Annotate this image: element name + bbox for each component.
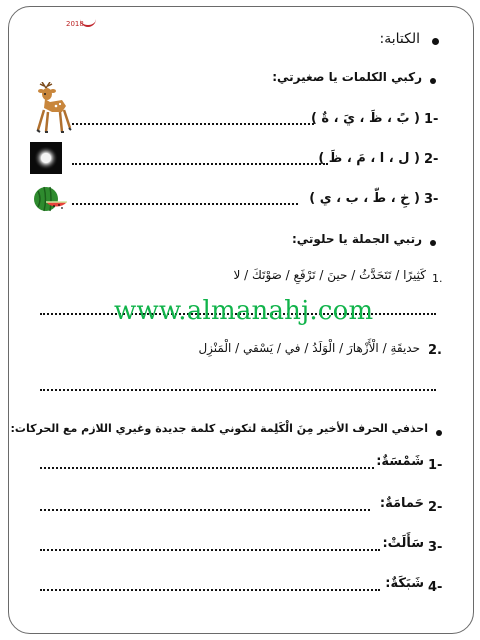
word1-number: 1- [428, 458, 443, 473]
row1-number: 1- [424, 112, 439, 127]
sentence2-number: 2. [428, 343, 442, 358]
row2-answer-line[interactable] [72, 162, 328, 165]
word2-answer-line[interactable] [40, 508, 370, 511]
word4-number: 4- [428, 580, 443, 595]
word3-text: سَأَلَتْ: [382, 536, 424, 551]
page-title: الكتابة: [379, 31, 420, 47]
section2-bullet-icon [430, 240, 436, 246]
row2-letters: ( ل ، ا ، مَ ، ظَ ) [318, 151, 420, 166]
row3-number: 3- [424, 192, 439, 207]
word2-number: 2- [428, 500, 443, 515]
word1-answer-line[interactable] [40, 466, 374, 469]
section1-bullet-icon [430, 78, 436, 84]
row1-letters: ( بً ، ظَ ، يَ ، ةٌ ) [310, 111, 420, 126]
word2-text: حَمامَةٌ: [379, 496, 424, 511]
row2-number: 2- [424, 152, 439, 167]
row3-answer-line[interactable] [72, 202, 298, 205]
row3-letters: ( خِ ، طّ ، ب ، ي ) [309, 191, 420, 206]
sentence2-words: حديقَةِ / الْأَزْهارَ / الْوَلَدُ / في / يَسْقي / الْمَنْزِل [198, 341, 420, 355]
sentence1-number: 1. [432, 272, 443, 285]
logo-year: 2018 [66, 20, 84, 28]
sentence1-words: كَثِيرًا / تَتَحَدَّثُ / حينَ / تَرْفَعِ / صَوْتَكَ / لا [233, 268, 426, 282]
watermelon-picture-icon [32, 184, 68, 214]
watermark-text: www.almanahj.com [114, 296, 374, 326]
word3-answer-line[interactable] [40, 548, 380, 551]
sentence2-answer-line[interactable] [40, 388, 436, 391]
row1-answer-line[interactable] [72, 122, 314, 125]
moon-picture-icon [30, 142, 62, 174]
title-bullet-icon [432, 38, 439, 45]
section2-heading: رتبي الجملة يا حلوتي: [291, 232, 422, 246]
section1-heading: ركبي الكلمات يا صغيرتي: [272, 70, 422, 84]
deer-picture-icon [32, 82, 72, 136]
section3-bullet-icon [436, 430, 442, 436]
word1-text: شَمْسَةٌ: [376, 454, 424, 469]
word3-number: 3- [428, 540, 443, 555]
word4-text: شَبَكَةٌ: [385, 576, 424, 591]
section3-heading: احذفي الحرف الأخير مِنَ الْكَلِمة لتكوني كلمة جديدة وغيري اللازم مع الحركات: [10, 422, 428, 435]
word4-answer-line[interactable] [40, 588, 380, 591]
